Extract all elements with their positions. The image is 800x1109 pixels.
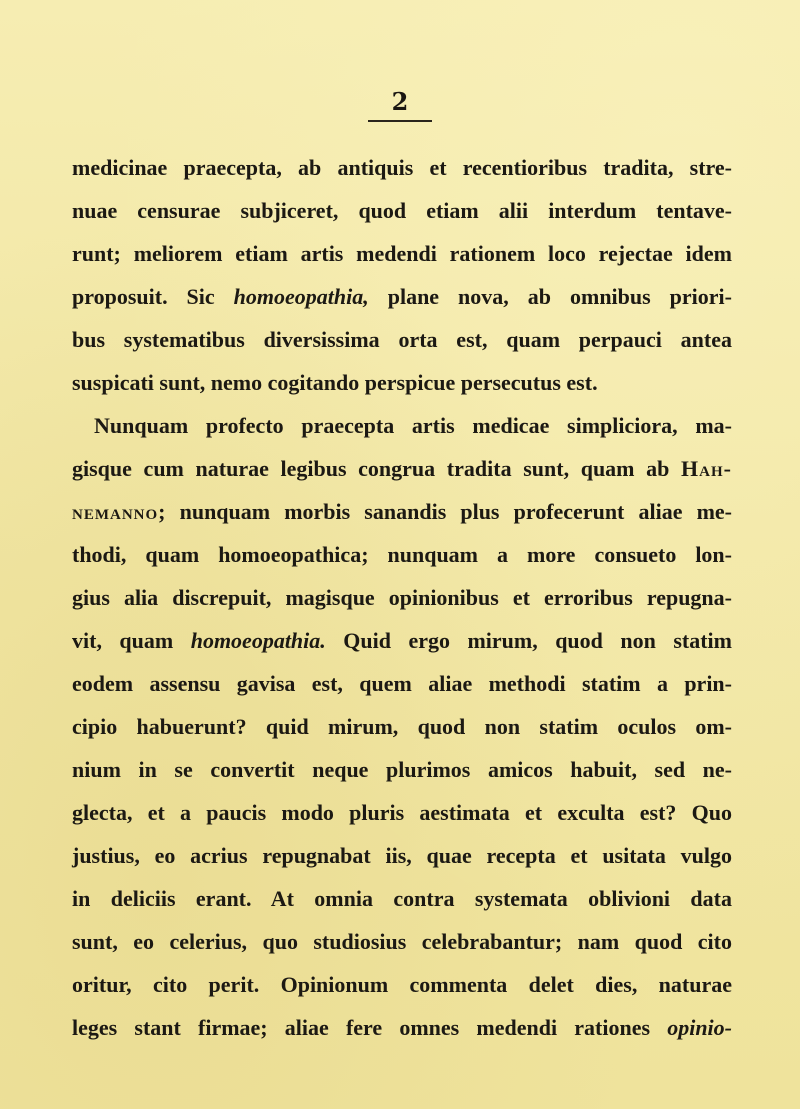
text-line-9: nemanno; nunquam morbis sanandis plus profecerunt aliae me- (72, 499, 732, 524)
text-line-1: medicinae praecepta, ab antiquis et recentioribus tradita, stre- (72, 155, 732, 180)
text-line-5: bus systematibus diversissima orta est, quam perpauci antea (72, 327, 732, 352)
text-line-21: leges stant firmae; aliae fere omnes medendi rationes opinio- (72, 1015, 732, 1040)
body-text (72, 146, 732, 1049)
text-line-6: suspicati sunt, nemo cogitando perspicue persecutus est. (72, 370, 598, 395)
page-header (368, 88, 432, 122)
small-caps-name: Hah- (681, 456, 732, 481)
text-line-20: oritur, cito perit. Opinionum commenta delet dies, naturae (72, 972, 732, 997)
small-caps-name: nemanno (72, 499, 159, 524)
text-line-4: proposuit. Sic homoeopathia, plane nova, ab omnibus priori- (72, 284, 732, 309)
text-line-16: glecta, et a paucis modo pluris aestimata et exculta est? Quo (72, 800, 732, 825)
text-line-8: gisque cum naturae legibus congrua tradita sunt, quam ab Hah- (72, 456, 732, 481)
page-number: 2 (391, 87, 409, 116)
text-line-7: Nunquam profecto praecepta artis medicae simpliciora, ma- (94, 413, 732, 438)
text-line-12: vit, quam homoeopathia. Quid ergo mirum, quod non statim (72, 628, 732, 653)
text-line-19: sunt, eo celerius, quo studiosius celebrabantur; nam quod cito (72, 929, 732, 954)
text-line-10: thodi, quam homoeopathica; nunquam a more consueto lon- (72, 542, 732, 567)
text-line-15: nium in se convertit neque plurimos amicos habuit, sed ne- (72, 757, 732, 782)
text-line-18: in deliciis erant. At omnia contra systemata oblivioni data (72, 886, 732, 911)
text-line-13: eodem assensu gavisa est, quem aliae methodi statim a prin- (72, 671, 732, 696)
italic-term: homoeopathia. (190, 628, 326, 653)
text-line-11: gius alia discrepuit, magisque opinionibus et erroribus repugna- (72, 585, 732, 610)
text-line-3: runt; meliorem etiam artis medendi rationem loco rejectae idem (72, 241, 732, 266)
text-line-17: justius, eo acrius repugnabat iis, quae recepta et usitata vulgo (72, 843, 732, 868)
text-line-14: cipio habuerunt? quid mirum, quod non statim oculos om- (72, 714, 732, 739)
text-line-2: nuae censurae subjiceret, quod etiam alii interdum tentave- (72, 198, 732, 223)
italic-term: homoeopathia, (233, 284, 369, 309)
header-rule (368, 120, 432, 122)
italic-term: opinio- (667, 1015, 732, 1040)
